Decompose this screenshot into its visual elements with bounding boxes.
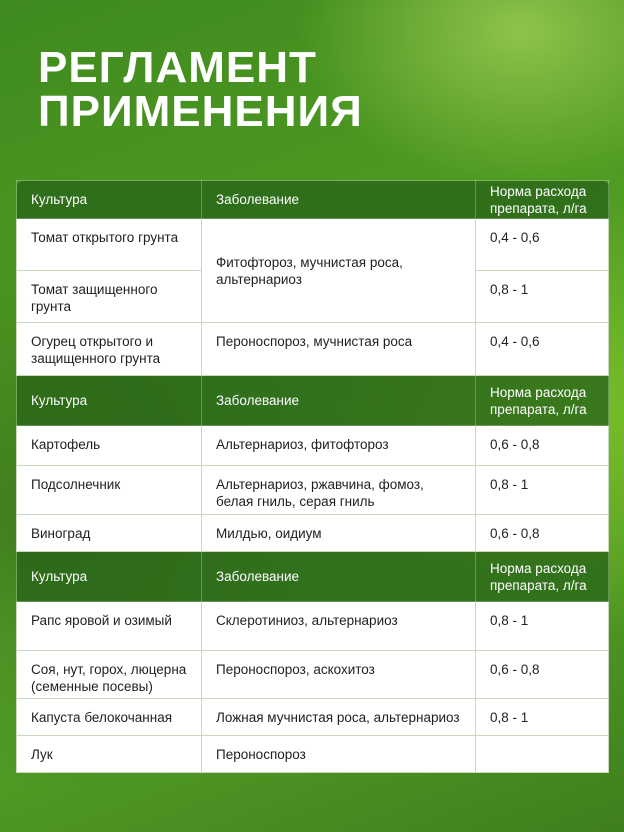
table-row xyxy=(17,466,609,515)
header-crop: Культура xyxy=(17,376,202,426)
crop-cell: Томат защищенного грунта xyxy=(17,271,202,323)
crop-cell: Огурец открытого и защищенного грунта xyxy=(17,323,202,376)
header-disease: Заболевание xyxy=(202,376,476,426)
header-norm: Норма расхода препарата, л/га xyxy=(476,181,609,219)
norm-cell: 0,6 - 0,8 xyxy=(476,515,609,552)
crop-cell: Картофель xyxy=(17,426,202,466)
norm-cell: 0,8 - 1 xyxy=(476,271,609,323)
header-norm: Норма расхода препарата, л/га xyxy=(476,552,609,602)
disease-cell: Пероноспороз, мучнистая роса xyxy=(202,323,476,376)
table-header-row xyxy=(17,552,609,602)
crop-cell: Рапс яровой и озимый xyxy=(17,602,202,651)
table-row xyxy=(17,736,609,773)
table-row xyxy=(17,515,609,552)
norm-cell: 0,8 - 1 xyxy=(476,602,609,651)
norm-cell: 0,8 - 1 xyxy=(476,699,609,736)
norm-cell: 0,4 - 0,6 xyxy=(476,219,609,271)
disease-cell: Альтернариоз, ржавчина, фомоз, белая гниль, серая гниль xyxy=(202,466,476,515)
header-crop: Культура xyxy=(17,552,202,602)
table-row xyxy=(17,651,609,699)
norm-cell-empty xyxy=(476,736,609,773)
crop-cell: Подсолнечник xyxy=(17,466,202,515)
table-header-row xyxy=(17,181,609,219)
disease-cell: Ложная мучнистая роса, альтернариоз xyxy=(202,699,476,736)
disease-cell: Пероноспороз xyxy=(202,736,476,773)
crop-cell: Соя, нут, горох, люцерна (семенные посевы) xyxy=(17,651,202,699)
norm-cell: 0,6 - 0,8 xyxy=(476,651,609,699)
header-norm: Норма расхода препарата, л/га xyxy=(476,376,609,426)
table-row xyxy=(17,426,609,466)
header-disease: Заболевание xyxy=(202,552,476,602)
table-row xyxy=(17,323,609,376)
page-title xyxy=(38,43,363,136)
header-disease: Заболевание xyxy=(202,181,476,219)
disease-cell: Фитофтороз, мучнистая роса, альтернариоз xyxy=(202,219,476,323)
title-line-2: ПРИМЕНЕНИЯ xyxy=(38,87,363,136)
norm-cell: 0,6 - 0,8 xyxy=(476,426,609,466)
header-crop: Культура xyxy=(17,181,202,219)
norm-cell: 0,8 - 1 xyxy=(476,466,609,515)
crop-cell: Виноград xyxy=(17,515,202,552)
table-row xyxy=(17,219,609,271)
application-table xyxy=(16,180,609,773)
disease-cell: Милдью, оидиум xyxy=(202,515,476,552)
disease-cell: Альтернариоз, фитофтороз xyxy=(202,426,476,466)
disease-cell: Склеротиниоз, альтернариоз xyxy=(202,602,476,651)
crop-cell: Лук xyxy=(17,736,202,773)
disease-cell: Пероноспороз, аскохитоз xyxy=(202,651,476,699)
crop-cell: Капуста белокочанная xyxy=(17,699,202,736)
table-row xyxy=(17,602,609,651)
norm-cell: 0,4 - 0,6 xyxy=(476,323,609,376)
table-header-row xyxy=(17,376,609,426)
table-row xyxy=(17,699,609,736)
title-line-1: РЕГЛАМЕНТ xyxy=(38,43,317,92)
crop-cell: Томат открытого грунта xyxy=(17,219,202,271)
